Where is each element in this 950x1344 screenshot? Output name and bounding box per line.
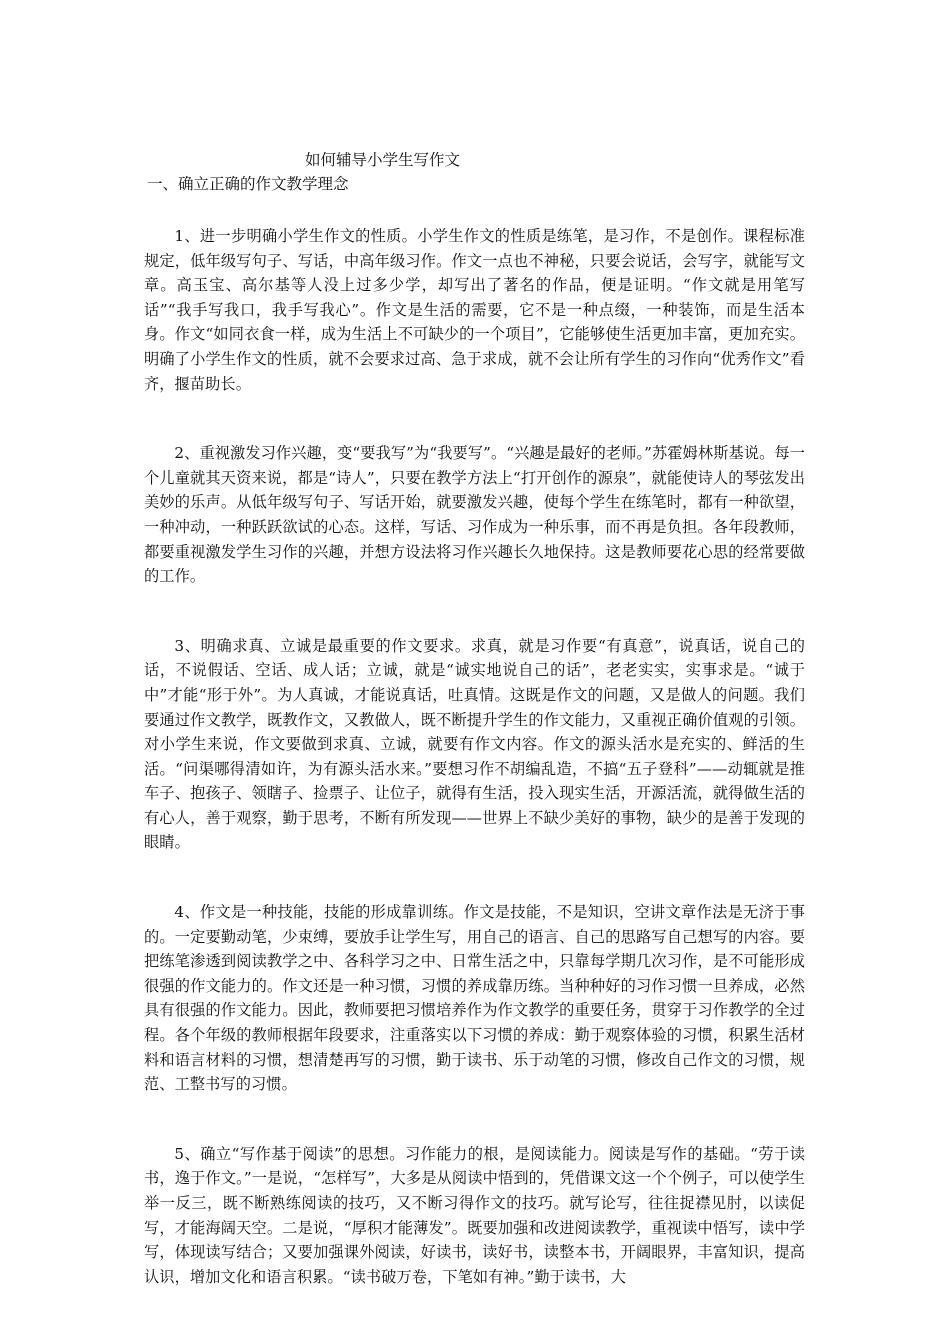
- document-body: [144, 224, 805, 1334]
- paragraph-2: 2、重视激发习作兴趣，变“要我写”为“我要写”。“兴趣是最好的老师。”苏霍姆林斯基说。每一个儿童就其天资来说，都是“诗人”，只要在教学方法上“打开创作的源泉”，就能使诗人的琴弦发出美妙的乐声。从低年级写句子、写话开始，就要激发兴趣，使每个学生在练笔时，都有一种欲望，一种冲动，一种跃跃欲试的心态。这样，写话、习作成为一种乐事，而不再是负担。各年段教师，都要重视激发学生习作的兴趣，并想方设法将习作兴趣长久地保持。这是教师要花心思的经常要做的工作。: [144, 444, 805, 586]
- paragraph-5: 5、确立“写作基于阅读”的思想。习作能力的根，是阅读能力。阅读是写作的基础。“劳于读书，逸于作文。”一是说，“怎样写”，大多是从阅读中悟到的，凭借课文这一个个例子，可以使学生举一反三，既不断熟练阅读的技巧，又不断习得作文的技巧。就写论写，往往捉襟见肘，以读促写，才能海阔天空。二是说，“厚积才能薄发”。既要加强和改进阅读教学，重视读中悟写，读中学写，体现读写结合；又要加强课外阅读，好读书，读好书，读整本书，开阔眼界，丰富知识，提高认识，增加文化和语言积累。“读书破万卷，下笔如有神。”勤于读书，大: [144, 1144, 805, 1286]
- section-heading: 一、确立正确的作文教学理念: [147, 175, 349, 193]
- paragraph-4: 4、作文是一种技能，技能的形成靠训练。作文是技能，不是知识，空讲文章作法是无济于事的。一定要勤动笔，少束缚，要放手让学生写，用自己的语言、自己的思路写自己想写的内容。要把练笔渗透到阅读教学之中、各科学习之中、日常生活之中，只靠每学期几次习作，是不可能形成很强的作文能力的。作文还是一种习惯，习惯的养成靠历练。当种种好的习作习惯一旦养成，必然具有很强的作文能力。因此，教师要把习惯培养作为作文教学的重要任务，贯穿于习作教学的全过程。各个年级的教师根据年段要求，注重落实以下习惯的养成：勤于观察体验的习惯，积累生活材料和语言材料的习惯，想清楚再写的习惯，勤于读书、乐于动笔的习惯，修改自己作文的习惯，规范、工整书写的习惯。: [144, 903, 805, 1094]
- document-title: 如何辅导小学生写作文: [305, 151, 461, 169]
- paragraph-3: 3、明确求真、立诚是最重要的作文要求。求真，就是习作要“有真意”，说真话，说自己的话，不说假话、空话、成人话；立诚，就是“诚实地说自己的话”，老老实实，实事求是。“诚于中”才能“形于外”。为人真诚，才能说真话，吐真情。这既是作文的问题，又是做人的问题。我们要通过作文教学，既教作文，又教做人，既不断提升学生的作文能力，又重视正确价值观的引领。对小学生来说，作文要做到求真、立诚，就要有作文内容。作文的源头活水是充实的、鲜活的生活。“问渠哪得清如许，为有源头活水来。”要想习作不胡编乱造，不搞“五子登科”——动辄就是推车子、抱孩子、领瞎子、捡票子、让位子，就得有生活，投入现实生活，开源活流，就得做生活的有心人，善于观察，勤于思考，不断有所发现——世界上不缺少美好的事物，缺少的是善于发现的眼睛。: [144, 636, 805, 852]
- paragraph-1: 1、进一步明确小学生作文的性质。小学生作文的性质是练笔，是习作，不是创作。课程标准规定，低年级写句子、写话，中高年级习作。作文一点也不神秘，只要会说话，会写字，就能写文章。高玉宝、高尔基等人没上过多少学，却写出了著名的作品，便是证明。“作文就是用笔写话”“我手写我口，我手写我心”。作文是生活的需要，它不是一种点缀，一种装饰，而是生活本身。作文“如同衣食一样，成为生活上不可缺少的一个项目”，它能够使生活更加丰富，更加充实。明确了小学生作文的性质，就不会要求过高、急于求成，就不会让所有学生的习作向“优秀作文”看齐，揠苗助长。: [144, 227, 805, 393]
